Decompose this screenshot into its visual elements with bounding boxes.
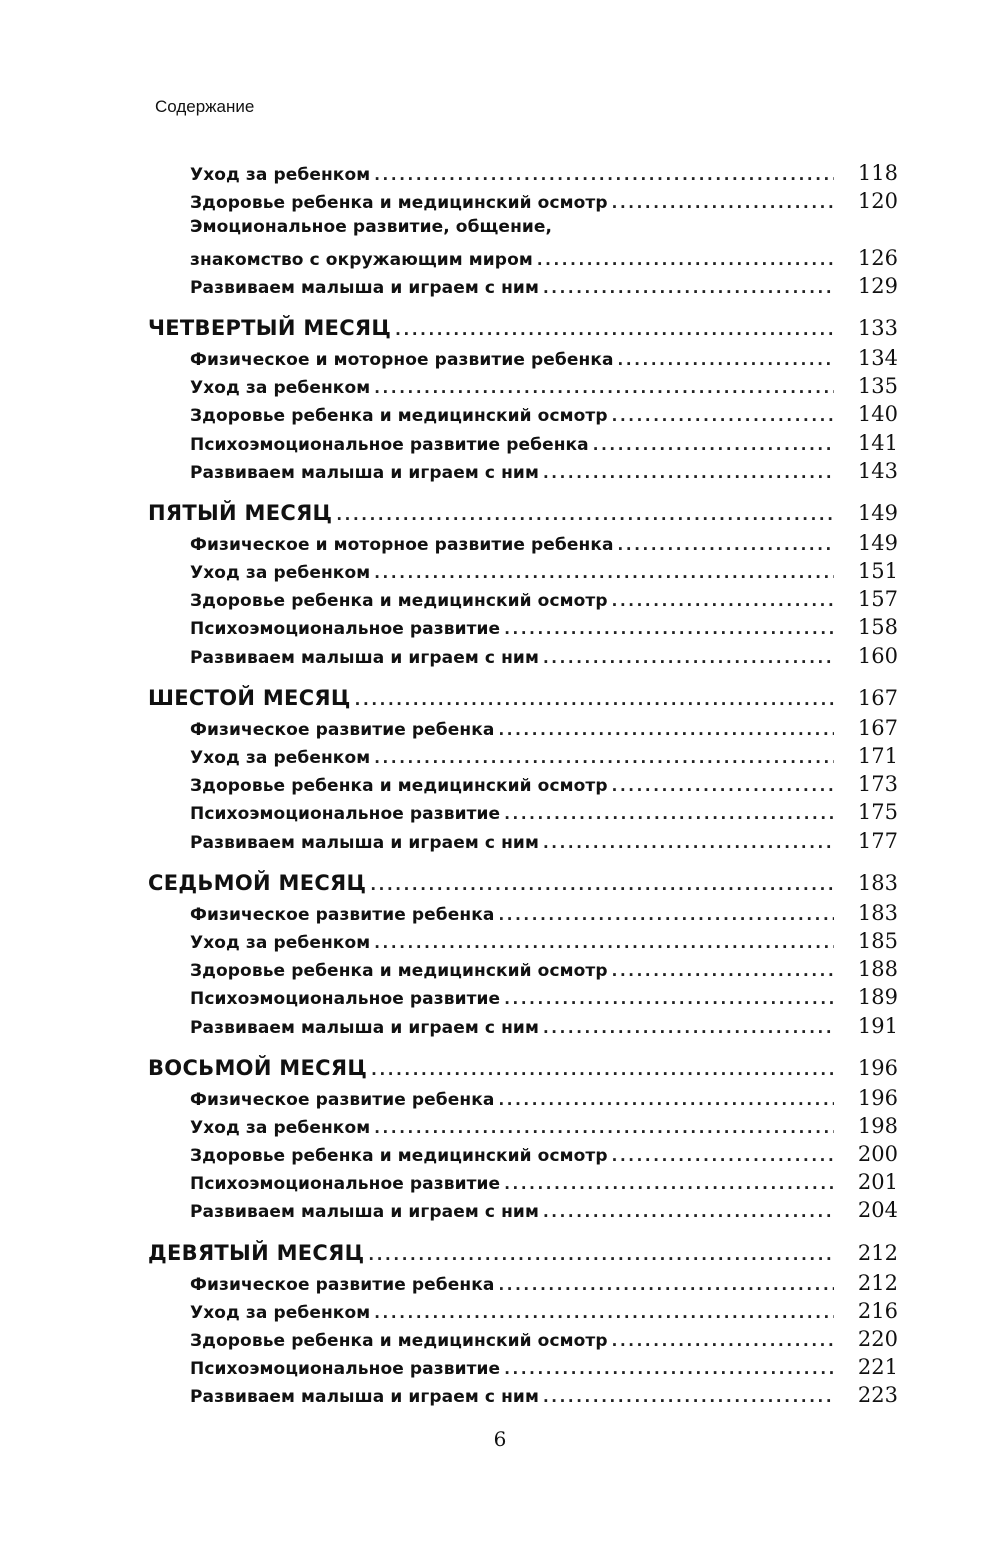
toc-entry-label: Развиваем малыша и играем с ним: [190, 1017, 539, 1038]
toc-page-number: 140: [857, 402, 898, 427]
dot-leader: [537, 251, 834, 269]
dot-leader: [336, 506, 834, 524]
table-of-contents: [0, 161, 1000, 1426]
toc-page-number: 191: [857, 1013, 898, 1038]
toc-entry[interactable]: [190, 559, 898, 587]
page-number: 6: [493, 1427, 507, 1451]
toc-chapter-entry[interactable]: [148, 686, 898, 716]
toc-entry[interactable]: [190, 246, 898, 274]
toc-chapter-entry[interactable]: [148, 316, 898, 346]
toc-entry-label: Развиваем малыша и играем с ним: [190, 832, 539, 853]
toc-page-number: 173: [857, 772, 898, 797]
toc-entry-label: Физическое развитие ребенка: [190, 1089, 495, 1110]
dot-leader: [368, 1246, 834, 1264]
toc-entry-label: Уход за ребенком: [190, 1117, 371, 1138]
toc-entry[interactable]: [190, 217, 898, 245]
toc-entry-label: Психоэмоциональное развитие: [190, 1174, 501, 1195]
toc-page-number: 167: [857, 715, 898, 740]
toc-entry-label: Уход за ребенком: [190, 932, 371, 953]
toc-page-number: 158: [857, 615, 898, 640]
toc-entry-label: Психоэмоциональное развитие: [190, 804, 501, 825]
toc-entry-label: Здоровье ребенка и медицинский осмотр: [190, 1146, 608, 1167]
toc-entry-label: Развиваем малыша и играем с ним: [190, 647, 539, 668]
toc-entry[interactable]: [190, 1198, 898, 1226]
dot-leader: [374, 166, 834, 184]
toc-page-number: 185: [857, 928, 898, 953]
toc-entry[interactable]: [190, 644, 898, 672]
toc-entry-label: Эмоциональное развитие, общение,: [190, 217, 553, 238]
toc-page-number: 141: [857, 430, 898, 455]
dot-leader: [618, 536, 834, 554]
dot-leader: [612, 962, 834, 980]
toc-entry[interactable]: [190, 1355, 898, 1383]
toc-entry[interactable]: [190, 189, 898, 217]
toc-page-number: 157: [857, 587, 898, 612]
toc-page-number: 183: [857, 870, 898, 895]
toc-entry[interactable]: [190, 1327, 898, 1355]
dot-leader: [612, 592, 834, 610]
toc-entry[interactable]: [190, 800, 898, 828]
toc-entry-label: Здоровье ребенка и медицинский осмотр: [190, 406, 608, 427]
toc-entry[interactable]: [190, 1271, 898, 1299]
toc-entry-label: Уход за ребенком: [190, 378, 371, 399]
toc-page-number: 220: [857, 1327, 898, 1351]
toc-page-number: 129: [857, 273, 898, 298]
dot-leader: [371, 1061, 834, 1079]
dot-leader: [543, 1203, 834, 1221]
toc-entry[interactable]: [190, 587, 898, 615]
toc-page-number: 201: [857, 1170, 898, 1195]
toc-entry-label: Психоэмоциональное развитие: [190, 1359, 501, 1380]
toc-entry[interactable]: [190, 1014, 898, 1042]
toc-chapter-title: ДЕВЯТЫЙ МЕСЯЦ: [148, 1240, 365, 1265]
toc-chapter-title: СЕДЬМОЙ МЕСЯЦ: [148, 870, 367, 895]
toc-entry[interactable]: [190, 772, 898, 800]
dot-leader: [374, 564, 834, 582]
dot-leader: [498, 1276, 834, 1294]
dot-leader: [504, 990, 834, 1008]
toc-entry-label: Здоровье ребенка и медицинский осмотр: [190, 961, 608, 982]
toc-page-number: 212: [857, 1240, 898, 1265]
toc-entry[interactable]: [190, 346, 898, 374]
toc-page-number: 151: [857, 559, 898, 584]
dot-leader: [395, 321, 834, 339]
toc-entry[interactable]: [190, 1299, 898, 1327]
toc-entry[interactable]: [190, 459, 898, 487]
toc-entry-label: Здоровье ребенка и медицинский осмотр: [190, 591, 608, 612]
dot-leader: [543, 649, 834, 667]
dot-leader: [355, 691, 834, 709]
dot-leader: [612, 777, 834, 795]
toc-page-number: 196: [857, 1055, 898, 1080]
toc-entry-label: знакомство с окружающим миром: [190, 249, 533, 270]
dot-leader: [612, 1332, 834, 1350]
toc-page-number: 120: [857, 189, 898, 214]
toc-page-number: 171: [857, 744, 898, 768]
toc-page-number: 188: [857, 957, 898, 982]
toc-entry-label: Психоэмоциональное развитие ребенка: [190, 434, 589, 455]
toc-entry[interactable]: [190, 1114, 898, 1142]
toc-section-month-7: [0, 871, 1000, 1042]
toc-chapter-title: ЧЕТВЕРТЫЙ МЕСЯЦ: [148, 315, 392, 340]
toc-entry[interactable]: [190, 402, 898, 430]
toc-entry[interactable]: [190, 615, 898, 643]
toc-entry-label: Физическое развитие ребенка: [190, 904, 495, 925]
dot-leader: [543, 279, 834, 297]
toc-entry-label: Физическое развитие ребенка: [190, 719, 495, 740]
toc-entry[interactable]: [190, 901, 898, 929]
dot-leader: [543, 834, 834, 852]
toc-entry[interactable]: [190, 1142, 898, 1170]
toc-page-number: 198: [857, 1113, 898, 1138]
toc-chapter-title: ВОСЬМОЙ МЕСЯЦ: [148, 1055, 368, 1080]
toc-entry[interactable]: [190, 829, 898, 857]
toc-entry[interactable]: [190, 1383, 898, 1411]
toc-page-number: 143: [857, 458, 898, 483]
toc-entry[interactable]: [190, 431, 898, 459]
toc-entry-label: Физическое и моторное развитие ребенка: [190, 349, 614, 370]
toc-page-number: 177: [857, 828, 898, 853]
dot-leader: [504, 1360, 834, 1378]
toc-entry-label: Физическое и моторное развитие ребенка: [190, 534, 614, 555]
toc-entry[interactable]: [190, 274, 898, 302]
toc-page-number: 196: [857, 1085, 898, 1110]
toc-page-number: 212: [857, 1270, 898, 1295]
toc-entry-label: Развиваем малыша и играем с ним: [190, 1202, 539, 1223]
toc-page-number: 149: [857, 500, 898, 525]
dot-leader: [618, 351, 834, 369]
toc-page-number: 189: [857, 985, 898, 1010]
toc-section-month-4: [0, 316, 1000, 487]
toc-page-number: 167: [857, 685, 898, 710]
toc-entry-label: Здоровье ребенка и медицинский осмотр: [190, 776, 608, 797]
dot-leader: [543, 1388, 834, 1406]
toc-page-number: 135: [857, 374, 898, 399]
toc-entry[interactable]: [190, 531, 898, 559]
toc-page-number: 221: [857, 1355, 898, 1380]
dot-leader: [374, 1119, 834, 1137]
toc-page-number: 200: [857, 1142, 898, 1167]
toc-entry[interactable]: [190, 716, 898, 744]
toc-section-month-6: [0, 686, 1000, 857]
dot-leader: [374, 934, 834, 952]
toc-chapter-entry[interactable]: [148, 871, 898, 901]
toc-page-number: 126: [857, 245, 898, 270]
toc-page-number: 133: [857, 315, 898, 340]
dot-leader: [374, 379, 834, 397]
toc-chapter-title: ШЕСТОЙ МЕСЯЦ: [148, 685, 351, 710]
toc-page-number: 204: [857, 1198, 898, 1223]
dot-leader: [498, 721, 834, 739]
toc-entry-label: Здоровье ребенка и медицинский осмотр: [190, 193, 608, 214]
toc-intro-block: [0, 161, 1000, 302]
toc-entry-label: Уход за ребенком: [190, 165, 371, 185]
toc-page-number: 223: [857, 1383, 898, 1408]
toc-page-number: 160: [857, 643, 898, 668]
dot-leader: [498, 906, 834, 924]
dot-leader: [504, 1175, 834, 1193]
dot-leader: [612, 407, 834, 425]
toc-entry[interactable]: [190, 1086, 898, 1114]
dot-leader: [374, 749, 834, 767]
toc-entry[interactable]: [190, 161, 898, 189]
toc-entry[interactable]: [190, 744, 898, 772]
dot-leader: [374, 1304, 834, 1322]
toc-entry[interactable]: [190, 929, 898, 957]
toc-entry-label: Развиваем малыша и играем с ним: [190, 277, 539, 298]
toc-chapter-title: ПЯТЫЙ МЕСЯЦ: [148, 500, 333, 525]
toc-page-number: 183: [857, 900, 898, 925]
toc-entry-label: Психоэмоциональное развитие: [190, 619, 501, 640]
dot-leader: [504, 620, 834, 638]
toc-entry-label: Здоровье ребенка и медицинский осмотр: [190, 1331, 608, 1351]
toc-entry-label: Уход за ребенком: [190, 563, 371, 584]
toc-entry[interactable]: [190, 374, 898, 402]
toc-entry-label: Развиваем малыша и играем с ним: [190, 1387, 539, 1408]
running-head: Содержание: [155, 97, 255, 116]
toc-chapter-entry[interactable]: [148, 1241, 898, 1271]
toc-page-number: 149: [857, 530, 898, 555]
toc-page-number: 118: [857, 161, 898, 185]
dot-leader: [504, 805, 834, 823]
dot-leader: [612, 194, 834, 212]
toc-chapter-entry[interactable]: [148, 1056, 898, 1086]
toc-section-month-8: [0, 1056, 1000, 1227]
dot-leader: [370, 876, 834, 894]
toc-entry-label: Уход за ребенком: [190, 748, 371, 768]
toc-page-number: 175: [857, 800, 898, 825]
toc-entry[interactable]: [190, 957, 898, 985]
dot-leader: [543, 1019, 834, 1037]
dot-leader: [593, 436, 834, 454]
toc-chapter-entry[interactable]: [148, 501, 898, 531]
toc-entry-label: Физическое развитие ребенка: [190, 1274, 495, 1295]
toc-entry-label: Психоэмоциональное развитие: [190, 989, 501, 1010]
dot-leader: [612, 1147, 834, 1165]
toc-entry-label: Уход за ребенком: [190, 1302, 371, 1323]
toc-section-month-5: [0, 501, 1000, 672]
toc-section-month-9: [0, 1241, 1000, 1412]
toc-entry-label: Развиваем малыша и играем с ним: [190, 462, 539, 483]
toc-entry[interactable]: [190, 985, 898, 1013]
dot-leader: [543, 464, 834, 482]
toc-entry[interactable]: [190, 1170, 898, 1198]
toc-page-number: 134: [857, 345, 898, 370]
toc-page-number: 216: [857, 1298, 898, 1323]
dot-leader: [498, 1091, 834, 1109]
